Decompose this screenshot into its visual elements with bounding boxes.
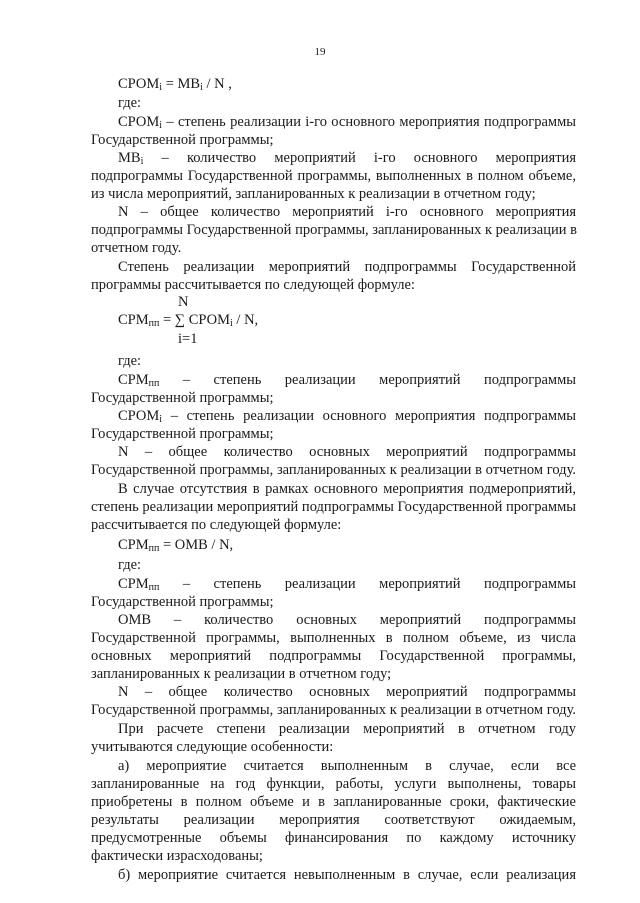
definition-line: Государственной программы; — [91, 594, 274, 610]
where-label: где: — [118, 95, 142, 111]
definition-line: Государственной программы; — [91, 132, 274, 148]
definition-line: N – общее количество основных мероприятий подпрограммы — [118, 684, 576, 700]
definition-line: $МВ_i$ – количество мероприятий i-го основного мероприятия — [118, 150, 576, 167]
list-item-line: запланированные на год функции, работы, услуги выполнены, товары — [91, 776, 576, 792]
list-item-line: б) мероприятие считается невыполненным в случае, если реализация — [118, 867, 576, 883]
list-item-line: приобретены в полном объеме и в запланированные сроки, фактические — [91, 794, 576, 810]
list-item-line: результаты реализации мероприятия соответствуют ожидаемым, — [91, 812, 576, 828]
list-item-line: предусмотренные объемы финансирования по каждому источнику — [91, 830, 576, 846]
paragraph-line: программы рассчитывается по следующей формуле: — [91, 277, 415, 293]
definition-line: $СРМ_{пп}$ – степень реализации мероприятий подпрограммы — [118, 372, 576, 389]
definition-line: подпрограммы Государственной программы, запланированных к реализации в — [91, 222, 577, 238]
definition-line: $СРМ_{пп}$ – степень реализации мероприятий подпрограммы — [118, 576, 576, 593]
definition-line: Государственной программы; — [91, 426, 274, 442]
paragraph-line: Степень реализации мероприятий подпрограммы Государственной — [118, 259, 576, 275]
definition-line: ОМВ – количество основных мероприятий подпрограммы — [118, 612, 576, 628]
definition-line: Государственной программы; — [91, 390, 274, 406]
sum-upper-limit: N — [178, 294, 189, 310]
formula-srm-omv: $СРМ_{пп}$ = ОМВ / N, — [118, 537, 234, 554]
definition-line: N – общее количество основных мероприятий подпрограммы — [118, 444, 576, 460]
definition-line: Государственной программы, запланированных к реализации в отчетном году. — [91, 702, 576, 718]
paragraph-line: При расчете степени реализации мероприятий в отчетном году — [118, 721, 576, 737]
definition-line: $СРОМ_i$ – степень реализации i-го основного мероприятия подпрограммы — [118, 114, 576, 131]
sum-lower-limit: i=1 — [178, 331, 198, 347]
list-item-line: а) мероприятие считается выполненным в случае, если все — [118, 758, 576, 774]
definition-line: $СРОМ_i$ – степень реализации основного мероприятия подпрограммы — [118, 408, 576, 425]
definition-line: N – общее количество мероприятий i-го основного мероприятия — [118, 204, 576, 220]
list-item-line: фактически израсходованы; — [91, 848, 263, 864]
where-label: где: — [118, 353, 142, 369]
paragraph-line: рассчитывается по следующей формуле: — [91, 517, 342, 533]
where-label: где: — [118, 557, 142, 573]
definition-line: подпрограммы Государственной программы, выполненных в полном объеме, — [91, 168, 576, 184]
definition-line: основных мероприятий подпрограммы Государственной программы, — [91, 648, 576, 664]
definition-line: отчетном году. — [91, 240, 182, 256]
formula-srom: $СРОМ_i = МВ_i / N$ , — [118, 76, 232, 93]
paragraph-line: В случае отсутствия в рамках основного мероприятия подмероприятий, — [118, 481, 576, 497]
formula-srm-sum: $СРМ_{пп}$ = ∑ $СРОМ_i$ / N, — [118, 312, 259, 329]
definition-line: запланированных к реализации в отчетном году; — [91, 666, 392, 682]
definition-line: Государственной программы, выполненных в полном объеме, из числа — [91, 630, 576, 646]
paragraph-line: учитываются следующие особенности: — [91, 739, 334, 755]
paragraph-line: степень реализации мероприятий подпрограммы Государственной программы — [91, 499, 576, 515]
page-number: 19 — [314, 46, 326, 58]
definition-line: из числа мероприятий, запланированных к реализации в отчетном году; — [91, 186, 536, 202]
definition-line: Государственной программы, запланированных к реализации в отчетном году. — [91, 462, 576, 478]
